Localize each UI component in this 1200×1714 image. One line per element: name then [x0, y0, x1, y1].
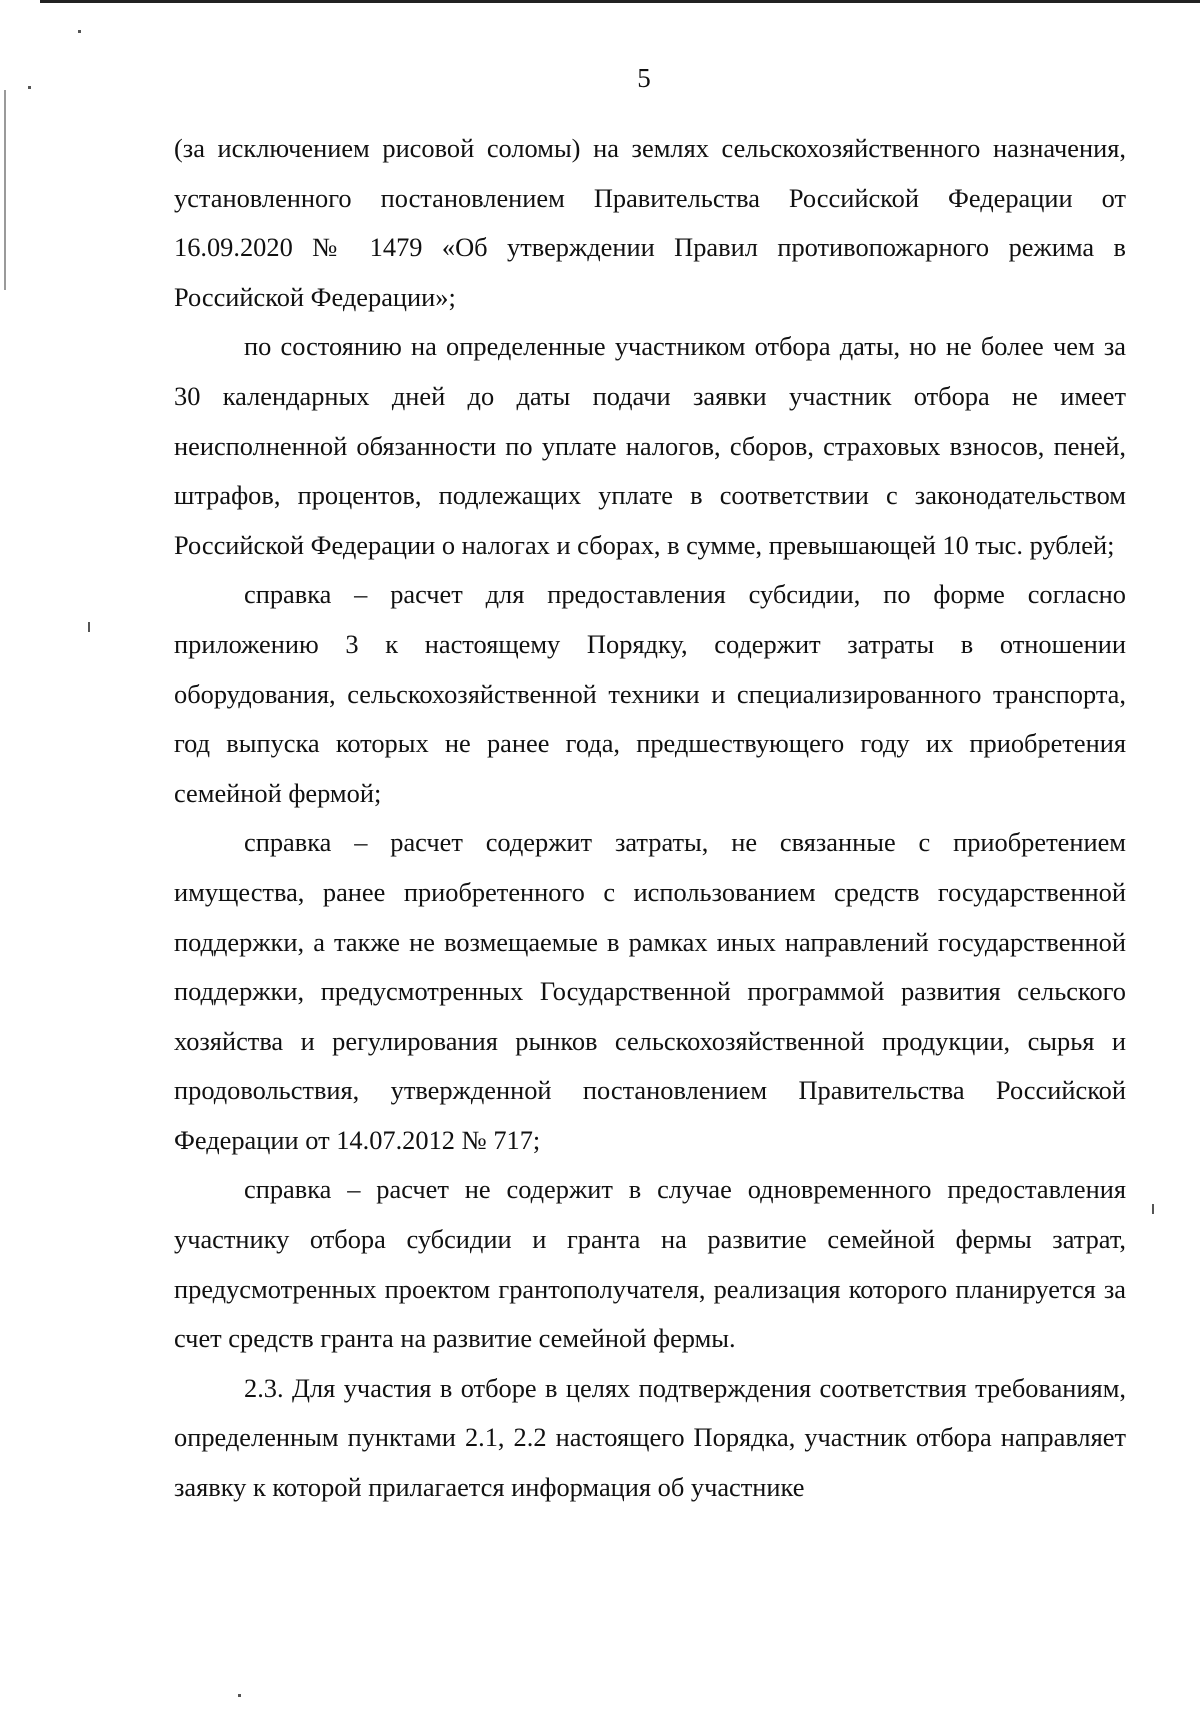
- scan-speck: [1152, 1204, 1154, 1214]
- paragraph: 2.3. Для участия в отборе в целях подтверждения соответствия требованиям, определенным пунктами 2.1, 2.2 настоящего Порядка, участник отбора направляет заявку к которой прилагается информация об участнике: [174, 1372, 1126, 1503]
- scan-top-edge: [40, 0, 1200, 3]
- scan-speck: [78, 30, 81, 33]
- paragraph: справка – расчет содержит затраты, не связанные с приобретением имущества, ранее приобретенного с использованием средств государственной поддержки, а также не возмещаемые в рамках иных направлений государственной поддержки, предусмотренных Государственной программой развития сельского хозяйства и регулирования рынков сельскохозяйственной продукции, сырья и продовольствия, утвержденной постановлением Правительства Российской Федерации от 14.07.2012 № 717;: [174, 827, 1126, 1155]
- document-body: [174, 124, 1126, 1513]
- paragraph: справка – расчет не содержит в случае одновременного предоставления участнику отбора субсидии и гранта на развитие семейной фермы затрат, предусмотренных проектом грантополучателя, реализация которого планируется за счет средств гранта на развитие семейной фермы.: [174, 1174, 1126, 1354]
- page-number: 5: [637, 63, 651, 93]
- scan-speck: [238, 1694, 241, 1697]
- scan-edge-line: [4, 90, 6, 290]
- scan-speck: [28, 86, 31, 89]
- paragraph: справка – расчет для предоставления субсидии, по форме согласно приложению 3 к настоящему Порядку, содержит затраты в отношении оборудования, сельскохозяйственной техники и специализированного транспорта, год выпуска которых не ранее года, предшествующего году их приобретения семейной фермой;: [174, 579, 1126, 808]
- scan-speck: [88, 622, 90, 632]
- paragraph: по состоянию на определенные участником отбора даты, но не более чем за 30 календарных дней до даты подачи заявки участник отбора не имеет неисполненной обязанности по уплате налогов, сборов, страховых взносов, пеней, штрафов, процентов, подлежащих уплате в соответствии с законодательством Российской Федерации о налогах и сборах, в сумме, превышающей 10 тыс. рублей;: [174, 331, 1126, 560]
- paragraph: (за исключением рисовой соломы) на землях сельскохозяйственного назначения, установленного постановлением Правительства Российской Федерации от 16.09.2020 № 1479 «Об утверждении Правил противопожарного режима в Российской Федерации»;: [174, 133, 1126, 312]
